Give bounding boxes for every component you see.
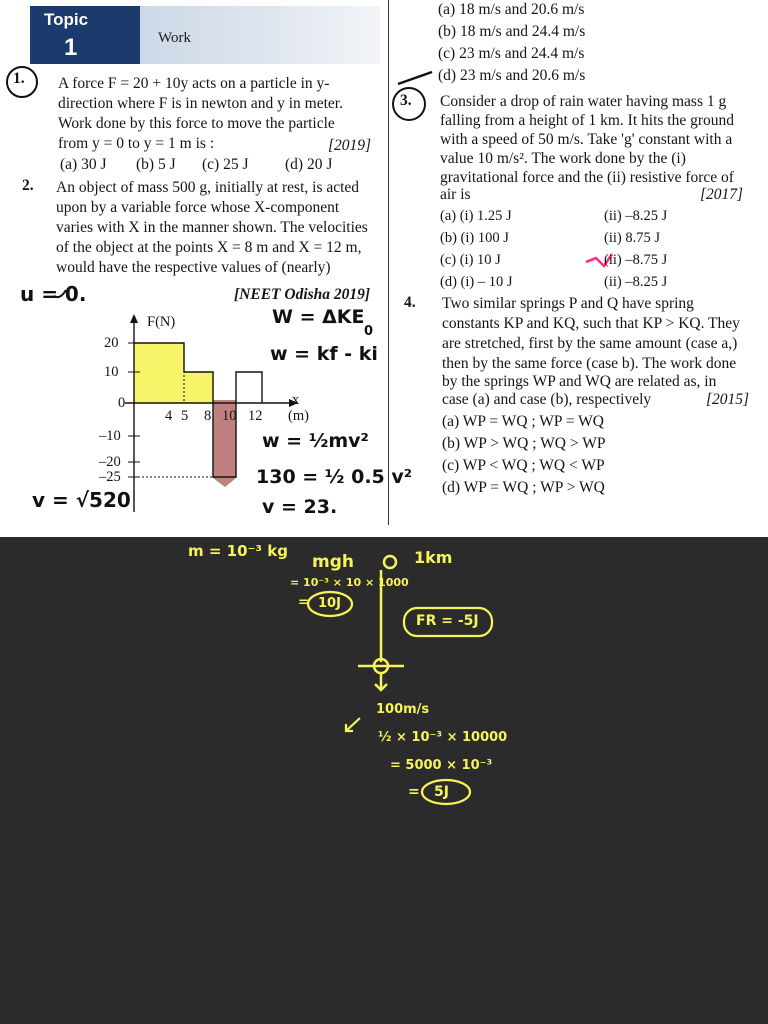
q2-number: 2.: [22, 177, 34, 194]
note-mgh-label: mgh: [312, 552, 354, 572]
q1-option-c: (c) 25 J: [202, 156, 249, 173]
q2-line: varies with X in the manner shown. The velocities: [56, 219, 368, 236]
graph-x-tick-label: 12: [248, 408, 263, 424]
q1-option-a: (a) 30 J: [60, 156, 107, 173]
q3-line: value 10 m/s². The work done by the (i): [440, 150, 686, 167]
note-speed: 100m/s: [376, 702, 430, 717]
check-tick-icon: [398, 72, 432, 84]
q4-number: 4.: [404, 294, 416, 311]
drop-top-circle: [384, 556, 396, 568]
q4-year: [2015]: [706, 391, 750, 408]
q3-line: air is: [440, 186, 471, 203]
note-eq-sign: =: [298, 595, 309, 610]
note-ke-calc: ½ × 10⁻³ × 10000: [378, 730, 508, 745]
q3-year: [2017]: [700, 186, 744, 203]
graph-x-label: x: [292, 392, 300, 408]
q3-line: gravitational force and the (ii) resistive force of: [440, 169, 734, 186]
q2-option: (b) 18 m/s and 24.4 m/s: [438, 23, 586, 40]
y-axis-arrow: [130, 314, 138, 323]
hand-numeric: 130 = ½ 0.5 v²: [256, 466, 413, 488]
hand-work-half-mv: w = ½mv²: [262, 430, 369, 452]
note-eq-sign-2: =: [408, 784, 420, 800]
graph-x-tick-label: 5: [181, 408, 189, 424]
hand-zero-mark: 0: [364, 324, 374, 339]
hand-velocity-root: v = √520: [32, 488, 131, 512]
q1-option-b: (b) 5 J: [136, 156, 176, 173]
q2-line: would have the respective values of (nearly): [56, 259, 331, 276]
q4-line: constants KP and KQ, such that KP > KQ. They: [442, 315, 740, 332]
down-arrow-icon: [375, 673, 387, 690]
drop-circle: [374, 659, 388, 673]
graph-highlight: [134, 343, 184, 403]
hand-work-kf: w = kf - ki: [270, 343, 378, 365]
note-ke-result: 5J: [434, 784, 449, 800]
q4-line: by the springs WP and WQ are related as, in: [442, 373, 717, 390]
note-ke-step: = 5000 × 10⁻³: [390, 758, 493, 773]
q3-number: 3.: [400, 92, 412, 109]
note-mgh-result: 10J: [318, 596, 341, 611]
q1-number: 1.: [13, 70, 25, 87]
q3-option-a: (d) (i) – 10 J: [440, 274, 513, 290]
hand-velocity-result: v = 23.: [262, 496, 338, 518]
q3-option-b: (ii) –8.75 J: [604, 252, 668, 268]
q1-line: from y = 0 to y = 1 m is :: [58, 135, 215, 152]
topic-number: 1: [64, 34, 78, 61]
graph-highlight: [184, 372, 214, 403]
graph-y-label: F(N): [147, 314, 176, 330]
graph-x-tick-label: 10: [222, 408, 237, 424]
q2-line: upon by a variable force whose X-component: [56, 199, 340, 216]
q4-line: case (a) and case (b), respectively: [442, 391, 652, 408]
q1-line: direction where F is in newton and y in meter.: [58, 95, 343, 112]
graph-y-tick-label: –20: [99, 454, 121, 470]
q4-line: then by the same force (case b). The work done: [442, 355, 737, 372]
q4-option: (b) WP > WQ ; WQ > WP: [442, 435, 606, 452]
q2-source: [NEET Odisha 2019]: [234, 286, 371, 303]
force-graph: [0, 0, 388, 537]
q4-option: (d) WP = WQ ; WP > WQ: [442, 479, 605, 496]
q2-option: (d) 23 m/s and 20.6 m/s: [438, 67, 586, 84]
note-resistive: FR = -5J: [416, 613, 479, 629]
q3-line: falling from a height of 1 km. It hits the ground: [440, 112, 735, 129]
q4-line: are stretched, first by the same amount (case a,): [442, 335, 738, 352]
q2-option: (a) 18 m/s and 20.6 m/s: [438, 1, 585, 18]
q1-option-d: (d) 20 J: [285, 156, 333, 173]
column-divider: [388, 0, 389, 525]
graph-y-tick-label: 0: [118, 395, 126, 411]
q3-option-a: (c) (i) 10 J: [440, 252, 501, 268]
q2-option: (c) 23 m/s and 24.4 m/s: [438, 45, 585, 62]
q3-line: Consider a drop of rain water having mass 1 g: [440, 93, 727, 110]
graph-x-tick-label: 4: [165, 408, 173, 424]
topic-label: Topic: [44, 10, 89, 29]
q1-year: [2019]: [328, 137, 372, 154]
hand-work-energy: W = ΔKE: [272, 306, 365, 328]
q3-option-b: (ii) –8.25 J: [604, 208, 668, 224]
graph-y-tick-label: –25: [99, 469, 121, 485]
graph-x-tick-label: 8: [204, 408, 212, 424]
force-curve-positive-2: [236, 372, 262, 403]
q3-option-a: (a) (i) 1.25 J: [440, 208, 512, 224]
q3-line: with a speed of 50 m/s. Take 'g' constant with a: [440, 131, 733, 148]
q3-option-a: (b) (i) 100 J: [440, 230, 509, 246]
q2-line: An object of mass 500 g, initially at rest, is acted: [56, 179, 360, 196]
q1-line: Work done by this force to move the particle: [58, 115, 335, 132]
diagonal-arrow-icon: [346, 718, 360, 731]
q1-line: A force F = 20 + 10y acts on a particle in y-: [58, 75, 330, 92]
graph-y-tick-label: 10: [104, 364, 119, 380]
chapter-title: Work: [158, 30, 191, 46]
q4-line: Two similar springs P and Q have spring: [442, 295, 694, 312]
note-height: 1km: [414, 548, 453, 567]
graph-y-tick-label: –10: [99, 428, 121, 444]
q4-option: (c) WP < WQ ; WQ < WP: [442, 457, 605, 474]
q3-option-b: (ii) 8.75 J: [604, 230, 660, 246]
hand-initial-velocity: u = 0.: [20, 282, 87, 306]
graph-y-tick-label: 20: [104, 335, 119, 351]
q3-option-b: (ii) –8.25 J: [604, 274, 668, 290]
q4-option: (a) WP = WQ ; WP = WQ: [442, 413, 604, 430]
graph-x-unit: (m): [288, 408, 309, 424]
note-mgh-calc: = 10⁻³ × 10 × 1000: [290, 576, 409, 589]
q2-line: of the object at the points X = 8 m and X = 12 m,: [56, 239, 362, 256]
note-mass: m = 10⁻³ kg: [188, 542, 288, 560]
